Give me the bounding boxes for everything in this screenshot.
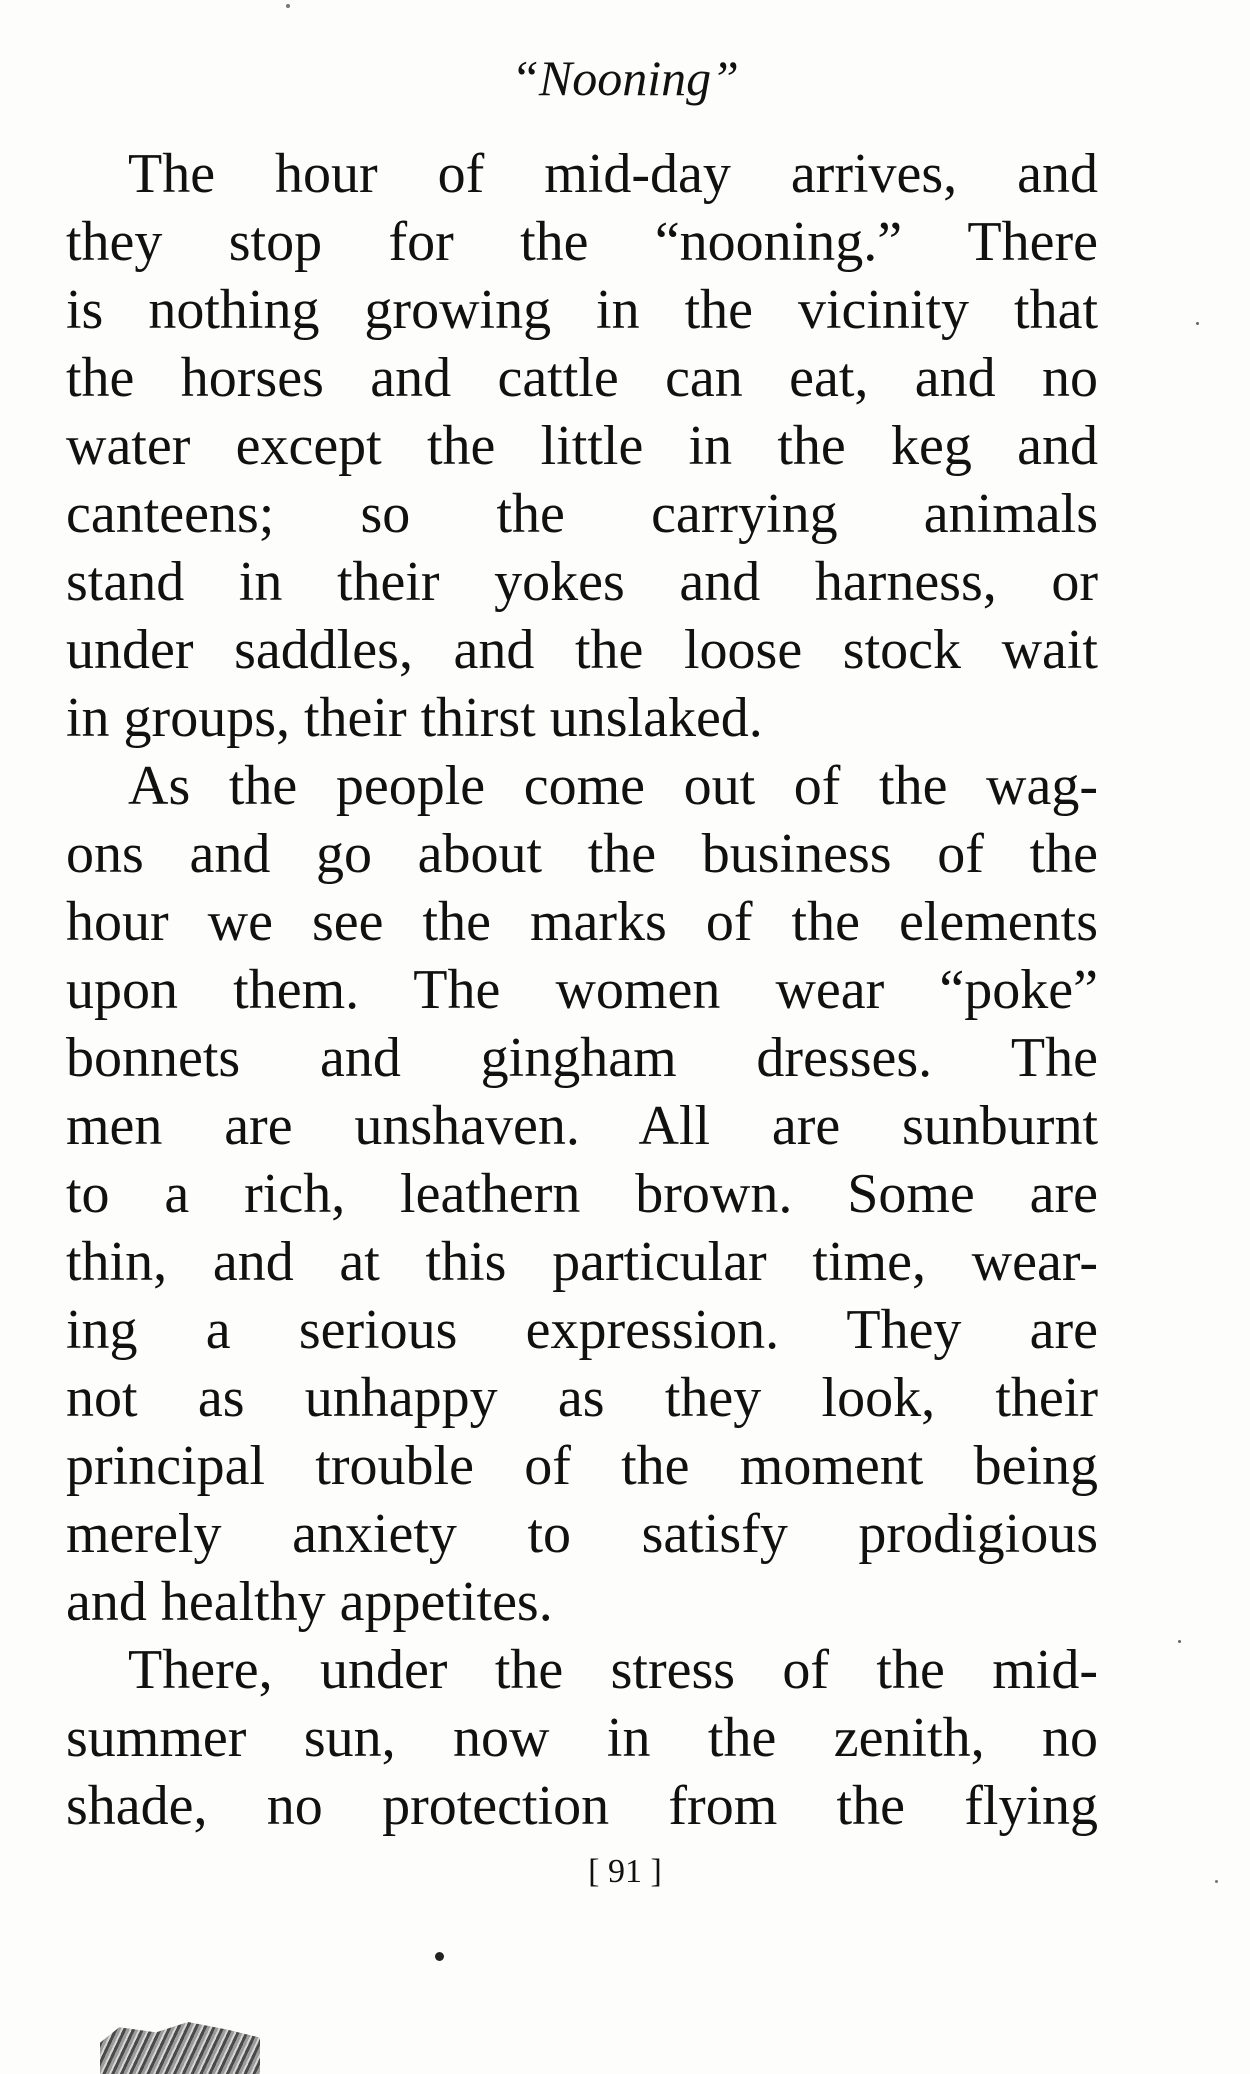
text-line: canteens; so the carrying animals (66, 483, 1098, 545)
text-line: shade, no protection from the flying (66, 1775, 1098, 1837)
scan-speck (1196, 322, 1199, 325)
text-line: stand in their yokes and harness, or (66, 551, 1098, 613)
text-line: in groups, their thirst unslaked. (66, 687, 763, 749)
text-line: ons and go about the business of the (66, 823, 1098, 885)
text-line: upon them. The women wear “poke” (66, 959, 1098, 1021)
text-line: As the people come out of the wag- (128, 755, 1098, 817)
text-line: the horses and cattle can eat, and no (66, 347, 1098, 409)
text-line: thin, and at this particular time, wear- (66, 1231, 1098, 1293)
page-number: [ 91 ] (588, 1853, 662, 1890)
text-line: under saddles, and the loose stock wait (66, 619, 1098, 681)
text-line: summer sun, now in the zenith, no (66, 1707, 1098, 1769)
text-line: to a rich, leathern brown. Some are (66, 1163, 1098, 1225)
body-text (66, 140, 1098, 1840)
scan-speck (435, 1952, 444, 1961)
text-line: hour we see the marks of the elements (66, 891, 1098, 953)
scan-speck (1178, 1640, 1181, 1643)
page-heading: “Nooning” (511, 50, 739, 106)
text-line: ing a serious expression. They are (66, 1299, 1098, 1361)
text-line: The hour of mid-day arrives, and (128, 143, 1098, 205)
text-line: they stop for the “nooning.” There (66, 211, 1098, 273)
text-line: and healthy appetites. (66, 1571, 553, 1633)
text-line: merely anxiety to satisfy prodigious (66, 1503, 1098, 1565)
text-line: men are unshaven. All are sunburnt (66, 1095, 1098, 1157)
text-line: is nothing growing in the vicinity that (66, 279, 1098, 341)
scan-speck (1215, 1880, 1218, 1883)
text-line: bonnets and gingham dresses. The (66, 1027, 1098, 1089)
text-line: not as unhappy as they look, their (66, 1367, 1098, 1429)
text-line: water except the little in the keg and (66, 415, 1098, 477)
scan-speck (286, 4, 290, 8)
scan-smudge (100, 2022, 260, 2074)
text-line: principal trouble of the moment being (66, 1435, 1098, 1497)
text-line: There, under the stress of the mid- (128, 1639, 1098, 1701)
